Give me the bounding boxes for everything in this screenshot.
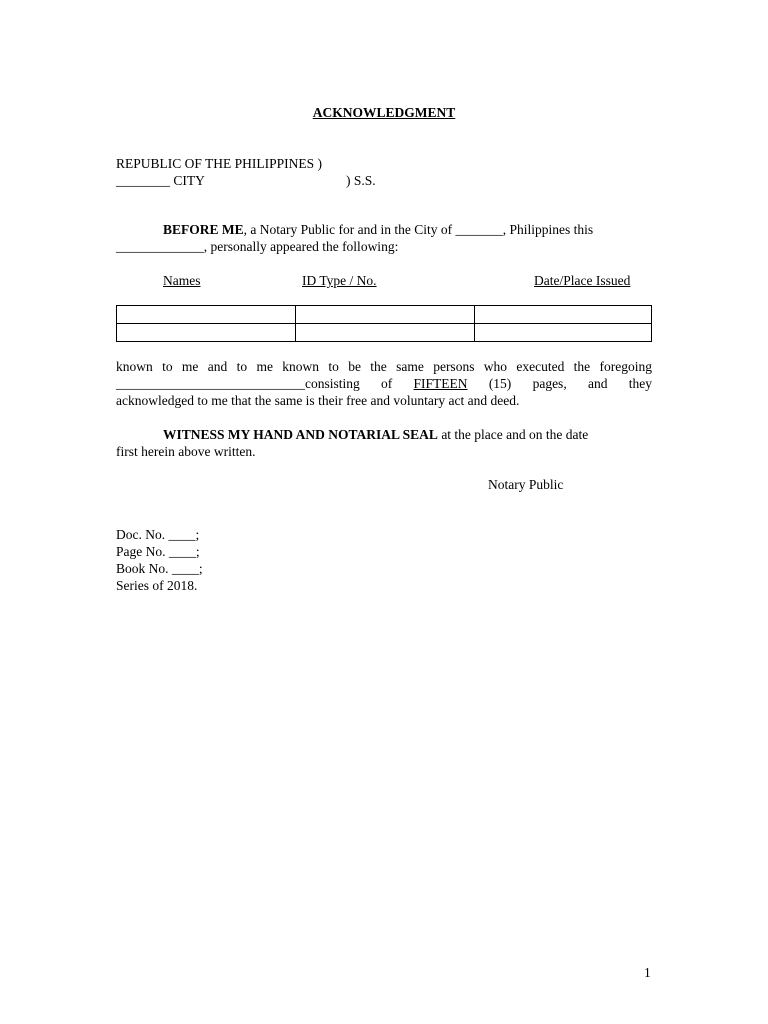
table-cell — [117, 324, 296, 342]
word-they: they — [628, 376, 652, 391]
table-cell — [475, 324, 652, 342]
book-number: Book No. ____; — [116, 561, 203, 576]
intro-line-2: _____________, personally appeared the following: — [116, 239, 399, 254]
notary-public-label: Notary Public — [488, 477, 564, 492]
table-cell — [296, 324, 475, 342]
witness-bold: WITNESS MY HAND AND NOTARIAL SEAL — [163, 427, 438, 442]
table-row — [117, 324, 652, 342]
table-header-id: ID Type / No. — [302, 273, 377, 288]
id-table — [116, 305, 652, 342]
table-cell — [296, 306, 475, 324]
page-count-number: (15) — [488, 376, 512, 391]
page-count-words: FIFTEEN — [413, 376, 468, 391]
venue-city-blank: ________ CITY — [116, 173, 205, 188]
word-of: of — [381, 376, 393, 391]
table-cell — [475, 306, 652, 324]
venue-ss: ) S.S. — [346, 173, 376, 188]
intro-bold: BEFORE ME — [163, 222, 244, 237]
doc-number: Doc. No. ____; — [116, 527, 200, 542]
series-year: Series of 2018. — [116, 578, 198, 593]
witness-line-1 — [163, 426, 652, 443]
table-row — [117, 306, 652, 324]
document-title: ACKNOWLEDGMENT — [312, 105, 456, 120]
body-line-1: known to me and to me known to be the same persons who executed the foregoing — [116, 359, 652, 374]
witness-rest: at the place and on the date — [437, 427, 589, 442]
page-number: 1 — [644, 965, 651, 980]
page-number-entry: Page No. ____; — [116, 544, 200, 559]
body-line-3: acknowledged to me that the same is their free and voluntary act and deed. — [116, 393, 520, 408]
word-and: and — [587, 376, 608, 391]
consisting-blank: ____________________________consisting — [116, 376, 360, 391]
table-cell — [117, 306, 296, 324]
witness-line-2: first herein above written. — [116, 444, 256, 459]
table-header-names: Names — [163, 273, 201, 288]
body-line-2 — [116, 375, 652, 392]
venue-country: REPUBLIC OF THE PHILIPPINES ) — [116, 156, 323, 171]
intro-rest: , a Notary Public for and in the City of _______, Philippines this — [243, 222, 594, 237]
word-pages: pages, — [532, 376, 567, 391]
table-header-date-place: Date/Place Issued — [534, 273, 631, 288]
intro-line-1 — [163, 221, 652, 238]
